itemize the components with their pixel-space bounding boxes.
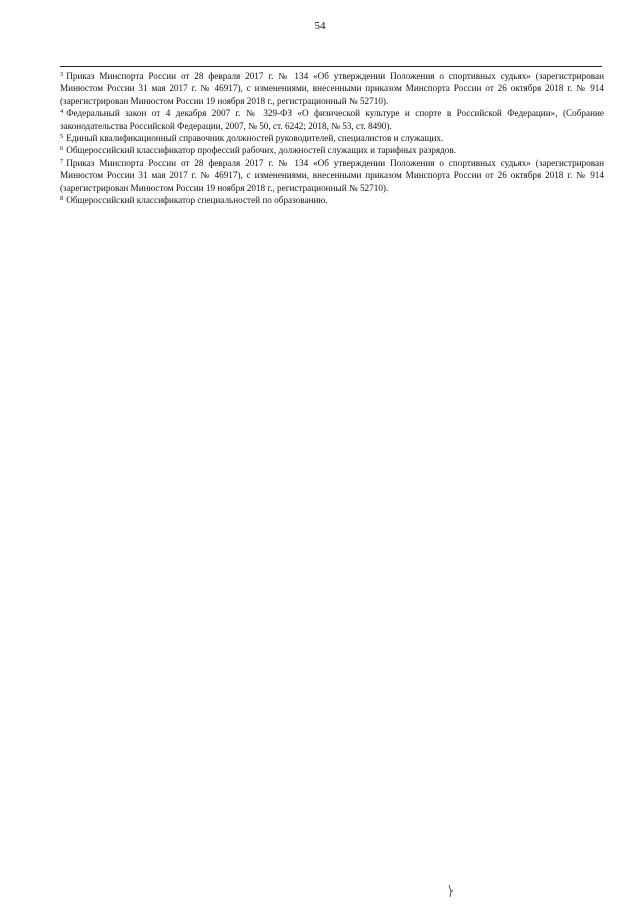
footnotes-section [60, 70, 604, 206]
footnote-7 [60, 157, 604, 194]
footnote-marker: 5 [60, 133, 64, 141]
footnote-6 [60, 144, 604, 156]
page-number: 54 [314, 20, 326, 32]
footnote-divider [60, 66, 602, 67]
handwritten-mark [448, 884, 454, 898]
footnote-text: Приказ Минспорта России от 28 февраля 2017 г. № 134 «Об утверждении Положения о спортивных судьях» (зарегистрирован Минюстом России 31 мая 2017 г. № 46917), с изменениями, внесенными приказом Минспорта России от 26 октября 2018 г. № 914 (зарегистрирован Минюстом России 19 ноября 2018 г., регистрационный № 52710). [60, 71, 604, 106]
footnote-marker: 7 [60, 157, 64, 165]
footnote-text: Федеральный закон от 4 декабря 2007 г. № 329-ФЗ «О физической культуре и спорте в Российской Федерации», (Собрание законодательства Российской Федерации, 2007, № 50, ст. 6242; 2018, № 53, ст. 8490). [60, 108, 604, 131]
footnote-marker: 3 [60, 71, 64, 78]
footnote-8 [60, 194, 604, 206]
footnote-marker: 8 [60, 195, 64, 203]
footnote-3 [60, 70, 604, 107]
footnote-marker: 6 [60, 145, 64, 153]
footnote-marker: 4 [60, 108, 64, 116]
footnote-text: Общероссийский классификатор профессий рабочих, должностей служащих и тарифных разрядов. [66, 145, 457, 156]
footnote-5 [60, 132, 604, 144]
footnote-4 [60, 107, 604, 132]
footnote-text: Единый квалификационный справочник должностей руководителей, специалистов и служащих. [66, 133, 444, 144]
footnote-text: Приказ Минспорта России от 28 февраля 2017 г. № 134 «Об утверждении Положения о спортивных судьях» (зарегистрирован Минюстом России 31 мая 2017 г. № 46917), с изменениями, внесенными приказом Минспорта России от 26 октября 2018 г. № 914 (зарегистрирован Минюстом России 19 ноября 2018 г., регистрационный № 52710). [60, 157, 604, 193]
footnote-text: Общероссийский классификатор специальностей по образованию. [66, 195, 328, 206]
